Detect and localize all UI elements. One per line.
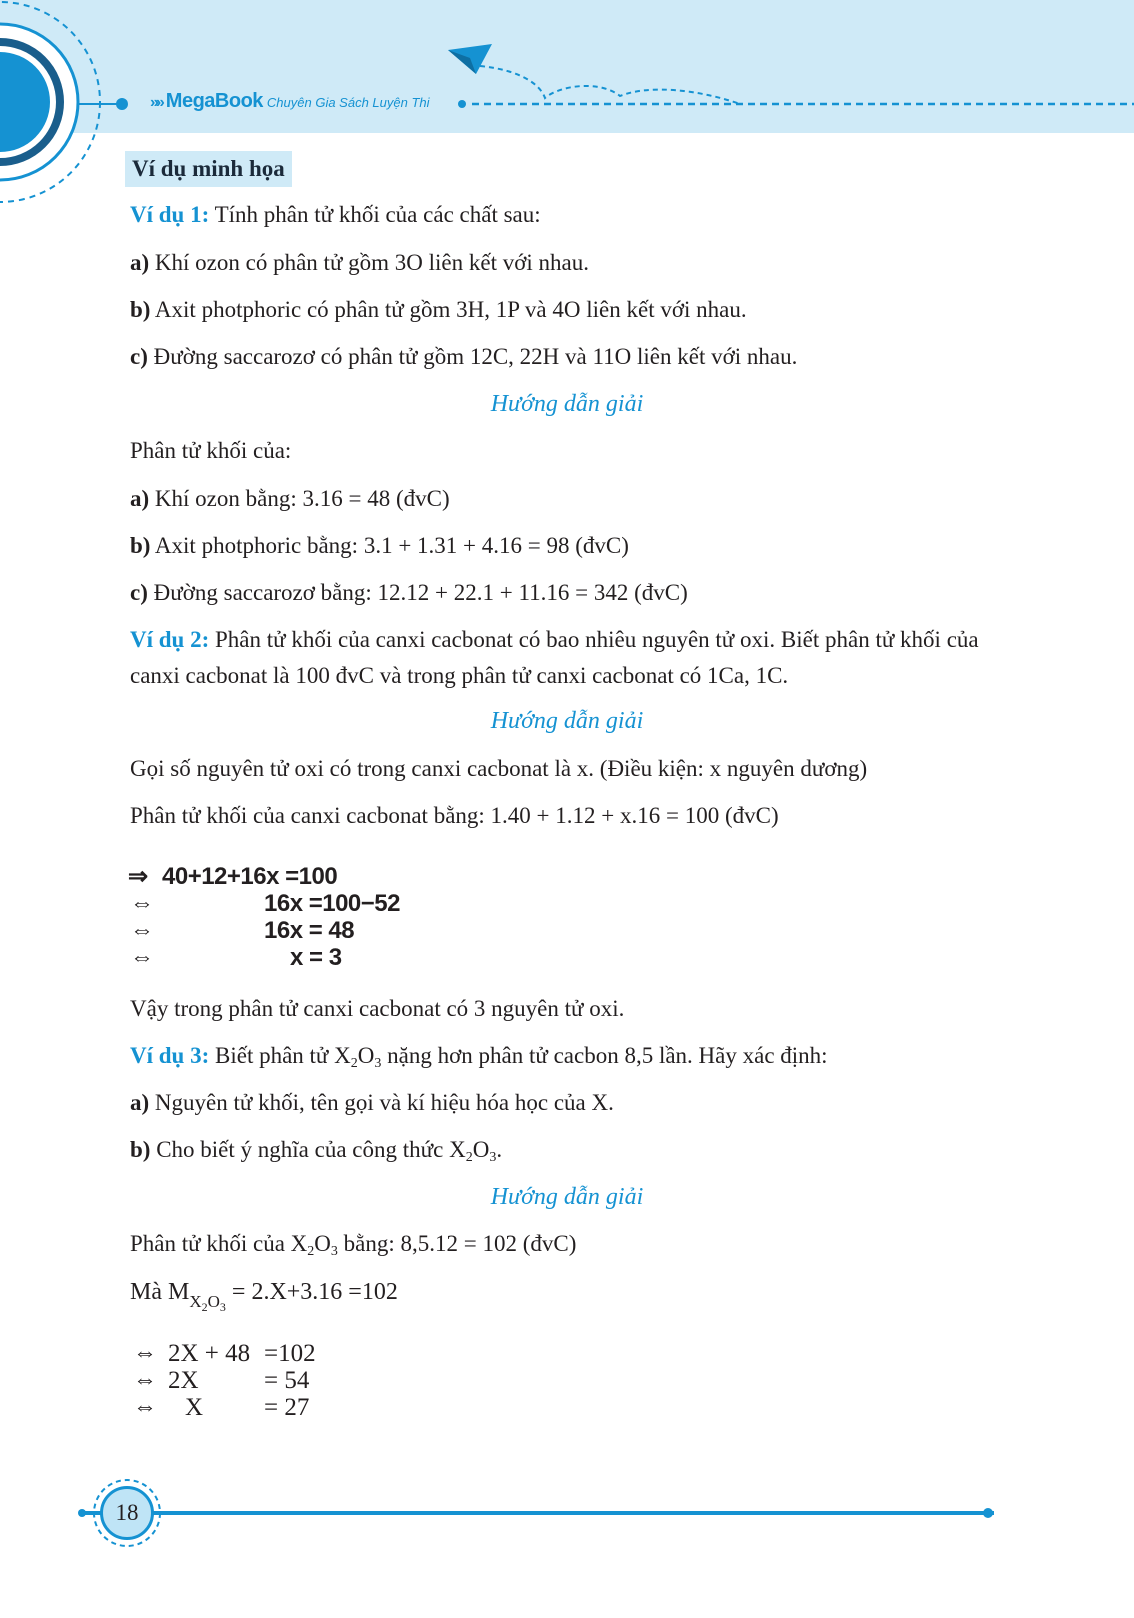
- formula-letter: O: [357, 1043, 375, 1068]
- formula-letter: O: [472, 1137, 490, 1162]
- equation-step-left: X: [185, 1394, 204, 1421]
- example1-solution-c: [130, 578, 688, 608]
- prompt-text: Biết phân tử X: [209, 1043, 351, 1068]
- equation-step-symbol: ⇔: [133, 1367, 157, 1393]
- equation-step-symbol: ⇔: [133, 1394, 157, 1420]
- item-text: Nguyên tử khối, tên gọi và kí hiệu hóa học của X.: [149, 1090, 614, 1115]
- example2-solution-line1: Gọi số nguyên tử oxi có trong canxi cacbonat là x. (Điều kiện: x nguyên dương): [130, 756, 868, 781]
- example1-item-a: [130, 248, 589, 278]
- solution-text: Mà M: [130, 1279, 190, 1305]
- equation-step-right: = 54: [264, 1367, 310, 1394]
- example1-prompt: [130, 200, 541, 230]
- item-text: .: [496, 1137, 503, 1162]
- example1-label: Ví dụ 1:: [130, 202, 210, 227]
- concentric-circles-logo: [0, 2, 100, 202]
- item-label: a): [130, 250, 150, 275]
- example1-solution-b: [130, 531, 629, 561]
- item-label: c): [130, 344, 148, 369]
- item-label: c): [130, 580, 148, 605]
- example2-label: Ví dụ 2:: [130, 627, 210, 652]
- equation-step-symbol: ⇔: [133, 1340, 157, 1366]
- subscript: 2: [201, 1300, 208, 1314]
- brand-tagline: Chuyên Gia Sách Luyện Thi: [266, 95, 430, 110]
- subscript: 2: [350, 1056, 358, 1071]
- example1-prompt-text: Tính phân tử khối của các chất sau:: [209, 202, 541, 227]
- subscript: 3: [330, 1244, 338, 1259]
- example3-item-b: [130, 1135, 502, 1165]
- equation-step-symbol: ⇒: [128, 863, 148, 890]
- subscript: 2: [307, 1244, 315, 1259]
- equation-step-right: = 27: [264, 1394, 310, 1421]
- example3-label: Ví dụ 3:: [130, 1043, 210, 1068]
- item-text: Đường saccarozơ có phân tử gồm 12C, 22H và 11O liên kết với nhau.: [147, 344, 798, 369]
- equation-step: x = 3: [290, 944, 342, 971]
- equation-step-symbol: ⇔: [130, 944, 154, 971]
- item-text: Đường saccarozơ bằng: 12.12 + 22.1 + 11.16 = 342 (đvC): [147, 580, 688, 605]
- example1-item-b: [130, 295, 747, 325]
- example2-guide-heading: Hướng dẫn giải: [490, 708, 644, 734]
- example3-prompt: [130, 1041, 828, 1071]
- example3-solution-line2: [130, 1277, 398, 1314]
- equation-step-left: 2X: [168, 1367, 199, 1394]
- example1-solution-intro: Phân tử khối của:: [130, 438, 292, 463]
- solution-text: = 2.X+3.16 =102: [225, 1279, 398, 1305]
- equation-step-symbol: ⇔: [130, 917, 154, 944]
- example2-prompt-text: Phân tử khối của canxi cacbonat có bao nhiêu nguyên tử oxi. Biết phân tử khối của canxi cacbonat là 100 đvC và trong phân tử canxi cacbonat có 1Ca, 1C.: [130, 627, 979, 688]
- formula-letter: O: [314, 1231, 331, 1256]
- section-title: Ví dụ minh họa: [125, 151, 292, 187]
- item-text: Cho biết ý nghĩa của công thức X: [150, 1137, 466, 1162]
- item-label: a): [130, 1090, 150, 1115]
- subscript: 3: [374, 1056, 382, 1071]
- subscript: X: [189, 1292, 202, 1311]
- brand-arrows: »»: [150, 94, 162, 111]
- item-label: b): [130, 297, 151, 322]
- subscript: 3: [489, 1150, 497, 1165]
- prompt-text: nặng hơn phân tử cacbon 8,5 lần. Hãy xác định:: [381, 1043, 828, 1068]
- item-label: a): [130, 486, 150, 511]
- item-text: Axit photphoric có phân tử gồm 3H, 1P và 4O liên kết với nhau.: [150, 297, 747, 322]
- subscript: 3: [219, 1300, 226, 1314]
- equation-step-left: 2X + 48: [168, 1340, 251, 1367]
- example2-solution-line2: Phân tử khối của canxi cacbonat bằng: 1.40 + 1.12 + x.16 = 100 (đvC): [130, 803, 779, 828]
- example1-item-c: [130, 342, 797, 372]
- example3-item-a: [130, 1088, 614, 1118]
- item-text: Axit photphoric bằng: 3.1 + 1.31 + 4.16 = 98 (đvC): [150, 533, 629, 558]
- footer-dots: [74, 1504, 1014, 1522]
- example1-solution-a: [130, 484, 450, 514]
- example3-guide-heading: Hướng dẫn giải: [490, 1184, 644, 1210]
- subscript: O: [207, 1292, 220, 1311]
- example1-guide-heading: Hướng dẫn giải: [490, 391, 644, 417]
- subscript: 2: [465, 1150, 473, 1165]
- equation-step: 16x = 48: [264, 917, 355, 944]
- example2-conclusion: Vậy trong phân tử canxi cacbonat có 3 nguyên tử oxi.: [130, 996, 625, 1021]
- item-label: b): [130, 1137, 151, 1162]
- equation-step-symbol: ⇔: [130, 890, 154, 917]
- item-label: b): [130, 533, 151, 558]
- paper-plane-icon: [448, 44, 492, 74]
- equation-step: 40+12+16x =100: [162, 863, 338, 890]
- brand-logo: [150, 90, 430, 114]
- equation-step: 16x =100−52: [264, 890, 400, 917]
- item-text: Khí ozon bằng: 3.16 = 48 (đvC): [149, 486, 450, 511]
- item-text: Khí ozon có phân tử gồm 3O liên kết với nhau.: [149, 250, 590, 275]
- equation-step-right: =102: [264, 1340, 316, 1367]
- page-number: 18: [100, 1486, 154, 1540]
- example2-prompt: [130, 622, 1000, 694]
- example3-solution-line1: [130, 1229, 576, 1259]
- solution-text: Phân tử khối của X: [130, 1231, 308, 1256]
- solution-text: bằng: 8,5.12 = 102 (đvC): [337, 1231, 577, 1256]
- brand-name: MegaBook: [165, 90, 263, 112]
